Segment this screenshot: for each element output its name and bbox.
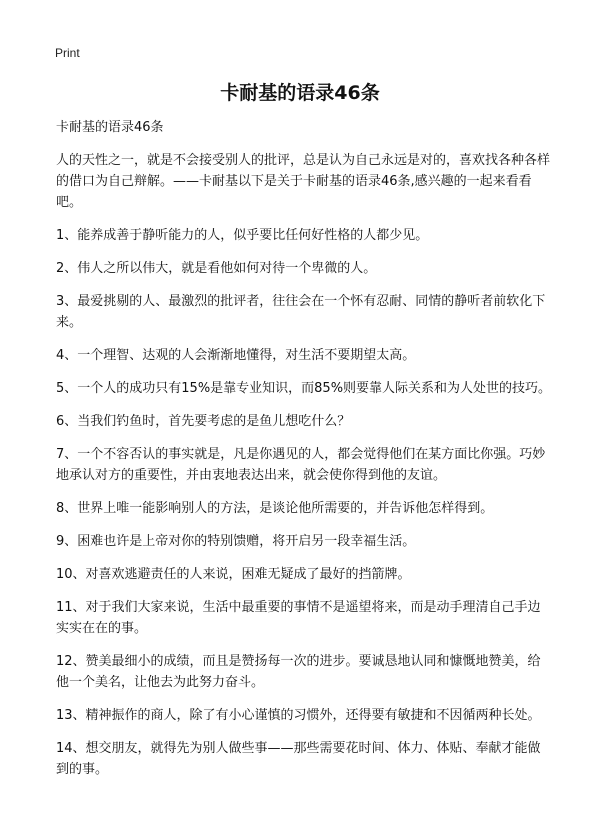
document-subtitle: 卡耐基的语录46条 bbox=[56, 120, 164, 135]
intro-paragraph: 人的天性之一，就是不会接受别人的批评，总是认为自己永远是对的，喜欢找各种各样的借口为自己辩解。——卡耐基以下是关于卡耐基的语录46条,感兴趣的一起来看看吧。 bbox=[56, 153, 551, 210]
quote-item: 5、一个人的成功只有15%是靠专业知识，而85%则要靠人际关系和为人处世的技巧。 bbox=[56, 381, 552, 396]
quote-item: 11、对于我们大家来说，生活中最重要的事情不是遥望将来，而是动手理清自己手边实实在在的事。 bbox=[56, 600, 541, 636]
quote-item: 14、想交朋友，就得先为别人做些事——那些需要花时间、体力、体贴、奉献才能做到的事。 bbox=[56, 741, 541, 777]
quote-item: 13、精神振作的商人，除了有小心谨慎的习惯外，还得要有敏捷和不因循两种长处。 bbox=[56, 708, 541, 723]
quote-item: 1、能养成善于静听能力的人，似乎要比任何好性格的人都少见。 bbox=[56, 228, 429, 243]
quote-item: 2、伟人之所以伟大，就是看他如何对待一个卑微的人。 bbox=[56, 261, 377, 276]
quote-item: 7、一个不容否认的事实就是，凡是你遇见的人，都会觉得他们在某方面比你强。巧妙地承认对方的重要性，并由衷地表达出来，就会使你得到他的友谊。 bbox=[56, 447, 546, 483]
print-link[interactable]: Print bbox=[55, 46, 80, 60]
quote-item: 8、世界上唯一能影响别人的方法，是谈论他所需要的，并告诉他怎样得到。 bbox=[56, 501, 494, 516]
quote-item: 6、当我们钓鱼时，首先要考虑的是鱼儿想吃什么？ bbox=[56, 414, 351, 429]
quote-item: 9、困难也许是上帝对你的特别馈赠，将开启另一段幸福生活。 bbox=[56, 534, 416, 549]
quote-item: 3、最爱挑剔的人、最激烈的批评者，往往会在一个怀有忍耐、同情的静听者前软化下来。 bbox=[56, 294, 546, 330]
document-body bbox=[56, 118, 552, 792]
quote-item: 12、赞美最细小的成绩，而且是赞扬每一次的进步。要诚恳地认同和慷慨地赞美，给他一个美名，让他去为此努力奋斗。 bbox=[56, 654, 541, 690]
quote-item: 10、对喜欢逃避责任的人来说，困难无疑成了最好的挡箭牌。 bbox=[56, 567, 411, 582]
document-title: 卡耐基的语录46条 bbox=[220, 82, 380, 104]
quote-item: 4、一个理智、达观的人会渐渐地懂得，对生活不要期望太高。 bbox=[56, 348, 416, 363]
